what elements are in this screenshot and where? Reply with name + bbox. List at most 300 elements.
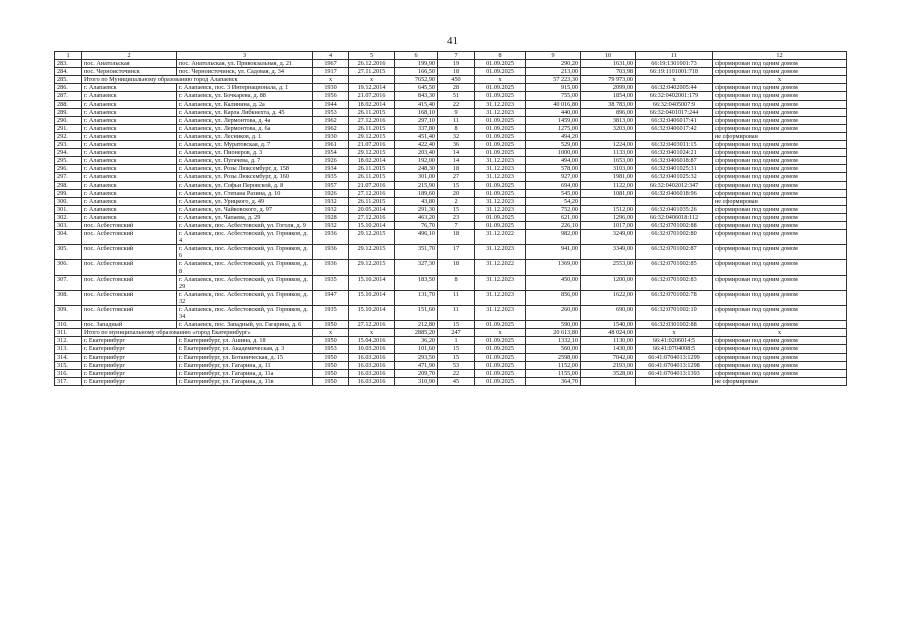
table-cell: 260,00 xyxy=(526,306,581,321)
table-cell: 26.11.2015 xyxy=(349,165,395,173)
row-number: 301. xyxy=(55,205,82,213)
table-cell: сформирован под одним домом xyxy=(713,116,847,124)
table-row xyxy=(55,213,847,221)
table-cell xyxy=(581,197,636,205)
table-cell: 1926 xyxy=(313,189,349,197)
column-number: 9 xyxy=(526,52,581,60)
table-cell: 1152,00 xyxy=(526,361,581,369)
table-cell: 301,00 xyxy=(395,173,438,181)
table-cell: пос. Асбестовский xyxy=(82,245,177,260)
table-cell: г. Алапаевск, пос. Асбестовский, ул. Горняков, д. 34 xyxy=(177,306,313,321)
table-row xyxy=(55,345,847,353)
table-cell: 7042,00 xyxy=(581,353,636,361)
table-cell: 203,40 xyxy=(395,149,438,157)
table-cell: г. Алапаевск, ул. Лесников, д. 1 xyxy=(177,132,313,140)
table-cell: 151,60 xyxy=(395,306,438,321)
table-cell: 8 xyxy=(438,124,475,132)
table-cell: 1932 xyxy=(313,197,349,205)
table-cell: сформирован под одним домом xyxy=(713,149,847,157)
table-cell: 1017,00 xyxy=(581,221,636,229)
table-cell: 131,70 xyxy=(395,290,438,305)
row-number: 296. xyxy=(55,165,82,173)
table-cell: г. Алапаевск, ул. Пугачева, д. 7 xyxy=(177,157,313,165)
table-cell: x xyxy=(349,76,395,84)
table-cell: 2193,00 xyxy=(581,361,636,369)
table-cell: 1133,00 xyxy=(581,149,636,157)
table-cell: 494,20 xyxy=(526,132,581,140)
table-cell: 297,10 xyxy=(395,116,438,124)
table-cell: 66:19:1101001:718 xyxy=(636,68,713,76)
row-number: 284. xyxy=(55,68,82,76)
row-number: 317. xyxy=(55,377,82,385)
table-cell: 1953 xyxy=(313,108,349,116)
table-cell: 209,70 xyxy=(395,369,438,377)
table-cell: 21.07.2016 xyxy=(349,141,395,149)
table-cell: 1950 xyxy=(313,369,349,377)
table-cell: г. Алапаевск xyxy=(82,165,177,173)
table-cell: 27.12.2016 xyxy=(349,213,395,221)
table-row xyxy=(55,100,847,108)
row-number: 295. xyxy=(55,157,82,165)
table-cell: 15 xyxy=(438,345,475,353)
table-cell: сформирован под одним домом xyxy=(713,245,847,260)
table-cell: г. Алапаевск xyxy=(82,181,177,189)
table-cell: 66:32:0401025:31 xyxy=(636,165,713,173)
table-row xyxy=(55,116,847,124)
table-cell: 14 xyxy=(438,149,475,157)
table-cell: 15.10.2014 xyxy=(349,221,395,229)
table-cell: 213,00 xyxy=(526,68,581,76)
table-cell: г. Алапаевск xyxy=(82,197,177,205)
table-cell: 690,00 xyxy=(581,306,636,321)
table-cell: 66:32:0401017:244 xyxy=(636,108,713,116)
table-cell: 27.11.2015 xyxy=(349,68,395,76)
column-number-row xyxy=(55,52,847,60)
table-cell: 11 xyxy=(438,290,475,305)
table-cell: 66:32:0701002:85 xyxy=(636,260,713,275)
table-cell: 76,70 xyxy=(395,221,438,229)
table-cell: 66:32:0406018:112 xyxy=(636,213,713,221)
row-number: 287. xyxy=(55,92,82,100)
row-number: 302. xyxy=(55,213,82,221)
table-cell: 22 xyxy=(438,100,475,108)
table-cell: 29.12.2015 xyxy=(349,149,395,157)
table-cell: 1296,00 xyxy=(581,213,636,221)
table-cell: 166,50 xyxy=(395,68,438,76)
table-cell: г. Алапаевск, ул. Розы Люксембург, д. 160 xyxy=(177,173,313,181)
table-row xyxy=(55,290,847,305)
table-cell: x xyxy=(349,329,395,337)
table-cell: 01.09.2025 xyxy=(475,221,526,229)
total-row xyxy=(55,76,847,84)
table-cell: 1950 xyxy=(313,337,349,345)
table-cell: 450 xyxy=(438,76,475,84)
table-cell: 1130,00 xyxy=(581,337,636,345)
table-cell: г. Екатеринбург, ул. Гагарина, д. 11в xyxy=(177,377,313,385)
table-cell: пос. Асбестовский xyxy=(82,230,177,245)
table-cell: 66:41:0704008:5 xyxy=(636,345,713,353)
table-cell: 560,00 xyxy=(526,345,581,353)
table-cell: 18 xyxy=(438,68,475,76)
row-number: 312. xyxy=(55,337,82,345)
table-row xyxy=(55,124,847,132)
table-cell: 66:32:0406018:87 xyxy=(636,157,713,165)
table-cell: сформирован под одним домом xyxy=(713,173,847,181)
table-cell: 3349,00 xyxy=(581,245,636,260)
column-number: 2 xyxy=(82,52,177,60)
row-number: 289. xyxy=(55,108,82,116)
table-cell: 1917 xyxy=(313,68,349,76)
table-row xyxy=(55,84,847,92)
table-cell: сформирован под одним домом xyxy=(713,181,847,189)
table-cell: 51 xyxy=(438,92,475,100)
table-cell: г. Алапаевск xyxy=(82,157,177,165)
row-number: 290. xyxy=(55,116,82,124)
table-cell: 843,30 xyxy=(395,92,438,100)
table-row xyxy=(55,181,847,189)
table-cell: 18 xyxy=(438,230,475,245)
table-cell: сформирован под одним домом xyxy=(713,369,847,377)
table-row xyxy=(55,205,847,213)
table-cell: 01.09.2025 xyxy=(475,213,526,221)
table-cell: 2 xyxy=(438,197,475,205)
table-cell: 53 xyxy=(438,361,475,369)
table-cell: г. Алапаевск, пос. Асбестовский, ул. Горняков, д. 4 xyxy=(177,230,313,245)
table-row xyxy=(55,165,847,173)
table-cell: г. Екатеринбург, ул. Ашина, д. 18 xyxy=(177,337,313,345)
table-cell: г. Алапаевск xyxy=(82,189,177,197)
table-cell xyxy=(581,377,636,385)
table-cell: 896,00 xyxy=(581,108,636,116)
table-cell: 01.09.2025 xyxy=(475,369,526,377)
table-cell: 3203,00 xyxy=(581,124,636,132)
table-cell: 31.12.2022 xyxy=(475,260,526,275)
table-cell: 27.12.2016 xyxy=(349,189,395,197)
table-cell: 32 xyxy=(438,132,475,140)
table-cell: 1631,00 xyxy=(581,60,636,68)
row-number: 314. xyxy=(55,353,82,361)
table-cell: x xyxy=(713,329,847,337)
table-cell xyxy=(636,197,713,205)
table-cell: пос. Асбестовский xyxy=(82,221,177,229)
table-cell: 1081,00 xyxy=(581,189,636,197)
table-cell: 22 xyxy=(438,369,475,377)
row-number: 303. xyxy=(55,221,82,229)
table-cell: 01.09.2025 xyxy=(475,337,526,345)
table-cell: 440,00 xyxy=(526,108,581,116)
table-cell: 215,90 xyxy=(395,181,438,189)
table-cell: 18 xyxy=(438,260,475,275)
table-cell: 1961 xyxy=(313,141,349,149)
table-cell xyxy=(581,132,636,140)
table-cell: пос. Анатольская, ул. Привокзальная, д. 21 xyxy=(177,60,313,68)
table-cell: 578,00 xyxy=(526,165,581,173)
table-cell: 1000,00 xyxy=(526,149,581,157)
row-number: 300. xyxy=(55,197,82,205)
page-number: 41 xyxy=(447,35,458,47)
table-cell: пос. Асбестовский xyxy=(82,260,177,275)
table-cell: сформирован под одним домом xyxy=(713,189,847,197)
table-cell: 1512,00 xyxy=(581,205,636,213)
table-cell: г. Алапаевск, ул. Урицкого, д. 49 xyxy=(177,197,313,205)
table-cell: 48 024,00 xyxy=(581,329,636,337)
row-number: 309. xyxy=(55,306,82,321)
table-cell: сформирован под одним домом xyxy=(713,275,847,290)
table-cell: 17 xyxy=(438,245,475,260)
table-cell: 226,10 xyxy=(526,221,581,229)
table-cell: сформирован под одним домом xyxy=(713,213,847,221)
table-cell: 66:32:0406018:96 xyxy=(636,189,713,197)
table-cell: 66:32:0402012:347 xyxy=(636,181,713,189)
table-cell: 66:32:0701002:83 xyxy=(636,275,713,290)
table-cell: 15 xyxy=(438,353,475,361)
table-cell: x xyxy=(475,76,526,84)
table-cell: 982,00 xyxy=(526,230,581,245)
table-cell: 1957 xyxy=(313,181,349,189)
table-cell: 694,00 xyxy=(526,181,581,189)
table-cell: 66:32:0301002:88 xyxy=(636,321,713,329)
table-cell: 01.09.2025 xyxy=(475,84,526,92)
table-cell: сформирован под одним домом xyxy=(713,361,847,369)
table-cell: 29.12.2015 xyxy=(349,260,395,275)
table-cell: сформирован под одним домом xyxy=(713,157,847,165)
table-cell: 1430,00 xyxy=(581,345,636,353)
table-cell: 21.07.2016 xyxy=(349,92,395,100)
row-number: 310. xyxy=(55,321,82,329)
table-cell: 199,90 xyxy=(395,60,438,68)
table-cell: 66:41:0704013:1393 xyxy=(636,369,713,377)
table-cell: 3813,00 xyxy=(581,116,636,124)
table-cell: 66:32:0701002:88 xyxy=(636,221,713,229)
total-label: Итого по муниципальному образованию «город Екатеринбург» xyxy=(82,329,313,337)
table-cell: 1950 xyxy=(313,353,349,361)
table-cell: г. Алапаевск, пос. Асбестовский, ул. Гоголя, д. 9 xyxy=(177,221,313,229)
table-cell: сформирован под одним домом xyxy=(713,290,847,305)
table-cell: 1956 xyxy=(313,92,349,100)
table-cell: 1926 xyxy=(313,157,349,165)
table-cell: пос. Черноисточинск xyxy=(82,68,177,76)
table-row xyxy=(55,353,847,361)
table-cell: 290,20 xyxy=(526,60,581,68)
table-cell: 15.10.2014 xyxy=(349,290,395,305)
table-cell: сформирован под одним домом xyxy=(713,141,847,149)
table-cell: г. Екатеринбург, ул. Академическая, д. 3 xyxy=(177,345,313,353)
column-number: 6 xyxy=(395,52,438,60)
table-cell: 471,90 xyxy=(395,361,438,369)
table-cell: 38 783,00 xyxy=(581,100,636,108)
table-row xyxy=(55,230,847,245)
table-cell: 45 xyxy=(438,377,475,385)
row-number: 304. xyxy=(55,230,82,245)
table-row xyxy=(55,337,847,345)
table-cell: 7652,90 xyxy=(395,76,438,84)
table-cell: сформирован под одним домом xyxy=(713,230,847,245)
table-cell: 494,00 xyxy=(526,157,581,165)
table-cell xyxy=(636,377,713,385)
table-cell: 1932 xyxy=(313,221,349,229)
table-cell: 1935 xyxy=(313,275,349,290)
table-cell: x xyxy=(636,76,713,84)
table-cell: x xyxy=(313,329,349,337)
table-cell: 66:32:0402005:44 xyxy=(636,84,713,92)
table-cell: пос. Асбестовский xyxy=(82,275,177,290)
column-number: 12 xyxy=(713,52,847,60)
table-cell: 1947 xyxy=(313,290,349,305)
table-row xyxy=(55,157,847,165)
table-cell: сформирован под одним домом xyxy=(713,100,847,108)
table-cell: сформирован под одним домом xyxy=(713,124,847,132)
table-row xyxy=(55,173,847,181)
table-cell: 29.12.2015 xyxy=(349,245,395,260)
table-cell: x xyxy=(636,329,713,337)
table-cell: г. Алапаевск xyxy=(82,205,177,213)
table-row xyxy=(55,189,847,197)
table-cell: 1950 xyxy=(313,321,349,329)
table-cell: 1653,00 xyxy=(581,157,636,165)
column-number: 3 xyxy=(177,52,313,60)
row-number: 285. xyxy=(55,76,82,84)
table-cell: сформирован под одним домом xyxy=(713,345,847,353)
table-cell: 27.12.2016 xyxy=(349,116,395,124)
table-cell: 183,50 xyxy=(395,275,438,290)
column-number: 1 xyxy=(55,52,82,60)
table-cell: 1962 xyxy=(313,116,349,124)
table-cell: 450,00 xyxy=(526,275,581,290)
table-cell: г. Алапаевск xyxy=(82,124,177,132)
table-cell: 1953 xyxy=(313,345,349,353)
total-row xyxy=(55,329,847,337)
table-cell: 247 xyxy=(438,329,475,337)
table-cell: 16.03.2016 xyxy=(349,377,395,385)
table-cell: 11 xyxy=(438,116,475,124)
table-cell: сформирован под одним домом xyxy=(713,337,847,345)
row-number: 315. xyxy=(55,361,82,369)
table-cell: 66:32:0402001:179 xyxy=(636,92,713,100)
table-cell: 01.09.2025 xyxy=(475,321,526,329)
table-cell: 21.07.2016 xyxy=(349,181,395,189)
table-cell: не сформирован xyxy=(713,132,847,140)
table-cell: 66:32:0401024:21 xyxy=(636,149,713,157)
table-cell: 1950 xyxy=(313,377,349,385)
table-cell: 1 xyxy=(438,337,475,345)
table-cell: г. Алапаевск, ул. Софьи Перовской, д. 8 xyxy=(177,181,313,189)
table-row xyxy=(55,260,847,275)
table-cell: г. Алапаевск, ул. Карла Либкнехта, д. 45 xyxy=(177,108,313,116)
table-cell: 1935 xyxy=(313,306,349,321)
table-cell: 1935 xyxy=(313,173,349,181)
table-cell: сформирован под одним домом xyxy=(713,60,847,68)
table-cell: 31.12.2023 xyxy=(475,100,526,108)
table-cell: г. Екатеринбург xyxy=(82,361,177,369)
table-cell: 327,30 xyxy=(395,260,438,275)
table-cell: г. Алапаевск xyxy=(82,100,177,108)
table-cell: 15 xyxy=(438,205,475,213)
table-cell: 2099,00 xyxy=(581,84,636,92)
table-cell: 01.09.2025 xyxy=(475,141,526,149)
table-cell: 18 xyxy=(438,165,475,173)
table-cell: 01.09.2025 xyxy=(475,181,526,189)
table-cell: 1928 xyxy=(313,213,349,221)
table-cell: г. Алапаевск, ул. Чайковского, д. 97 xyxy=(177,205,313,213)
table-cell: 1224,00 xyxy=(581,141,636,149)
table-cell: 101,60 xyxy=(395,345,438,353)
table-cell: сформирован под одним домом xyxy=(713,84,847,92)
table-cell: 1622,00 xyxy=(581,290,636,305)
table-cell: 351,70 xyxy=(395,245,438,260)
table-cell: 54,20 xyxy=(526,197,581,205)
table-cell: г. Екатеринбург, ул. Ботаническая, д. 15 xyxy=(177,353,313,361)
table-row xyxy=(55,245,847,260)
table-cell: 66:32:0403011:15 xyxy=(636,141,713,149)
table-cell: пос. Черноисточинск, ул. Садовая, д. 34 xyxy=(177,68,313,76)
table-cell: 66:32:0405007:9 xyxy=(636,100,713,108)
table-cell: 1954 xyxy=(313,149,349,157)
table-cell: x xyxy=(313,76,349,84)
table-row xyxy=(55,149,847,157)
table-cell: г. Алапаевск, ул. Чапаева, д. 29 xyxy=(177,213,313,221)
table-cell: 422,40 xyxy=(395,141,438,149)
table-cell: 15 xyxy=(438,181,475,189)
table-row xyxy=(55,275,847,290)
table-cell: 66:41:0704013:1298 xyxy=(636,361,713,369)
table-cell: г. Алапаевск, пос. Асбестовский, ул. Горняков, д. 8 xyxy=(177,260,313,275)
column-number: 5 xyxy=(349,52,395,60)
table-cell: 1981,00 xyxy=(581,173,636,181)
table-cell: 1950 xyxy=(313,361,349,369)
table-cell: 1200,00 xyxy=(581,275,636,290)
table-cell: 23 xyxy=(438,213,475,221)
table-cell: 26.12.2016 xyxy=(349,60,395,68)
table-cell: 364,70 xyxy=(526,377,581,385)
table-cell: 496,10 xyxy=(395,230,438,245)
row-number: 307. xyxy=(55,275,82,290)
table-cell: 26.11.2015 xyxy=(349,173,395,181)
table-cell: 11 xyxy=(438,306,475,321)
table-row xyxy=(55,197,847,205)
table-cell: 1540,00 xyxy=(581,321,636,329)
table-cell: 01.09.2025 xyxy=(475,377,526,385)
table-cell: пос. Анатольская xyxy=(82,60,177,68)
table-cell: г. Алапаевск, пос. Асбестовский, ул. Горняков, д. 6 xyxy=(177,245,313,260)
table-cell: сформирован под одним домом xyxy=(713,205,847,213)
table-cell: 66:41:0206014:5 xyxy=(636,337,713,345)
table-cell: 192,00 xyxy=(395,157,438,165)
table-cell: сформирован под одним домом xyxy=(713,165,847,173)
table-cell: 19.12.2014 xyxy=(349,84,395,92)
row-number: 294. xyxy=(55,149,82,157)
table-cell: 31.12.2023 xyxy=(475,290,526,305)
table-cell: 66:32:0701002:78 xyxy=(636,290,713,305)
table-cell: 1275,00 xyxy=(526,124,581,132)
table-row xyxy=(55,306,847,321)
table-cell: г. Алапаевск, ул. Лермонтова, д. 4а xyxy=(177,116,313,124)
table-cell: 291,30 xyxy=(395,205,438,213)
table-cell: 212,80 xyxy=(395,321,438,329)
row-number: 288. xyxy=(55,100,82,108)
table-cell: 79 973,00 xyxy=(581,76,636,84)
table-cell: 1854,00 xyxy=(581,92,636,100)
table-cell: пос. Западный xyxy=(82,321,177,329)
table-row xyxy=(55,377,847,385)
table-cell: 1936 xyxy=(313,230,349,245)
table-cell: 15.10.2014 xyxy=(349,306,395,321)
table-cell: г. Алапаевск, пос. 3 Интернационала, д. 1 xyxy=(177,84,313,92)
table-cell: 31.12.2023 xyxy=(475,157,526,165)
table-cell: 1934 xyxy=(313,165,349,173)
table-cell: 2598,00 xyxy=(526,353,581,361)
table-cell: 66:32:0406017:42 xyxy=(636,124,713,132)
table-cell: г. Алапаевск, ул. Пионеров, д. 3 xyxy=(177,149,313,157)
